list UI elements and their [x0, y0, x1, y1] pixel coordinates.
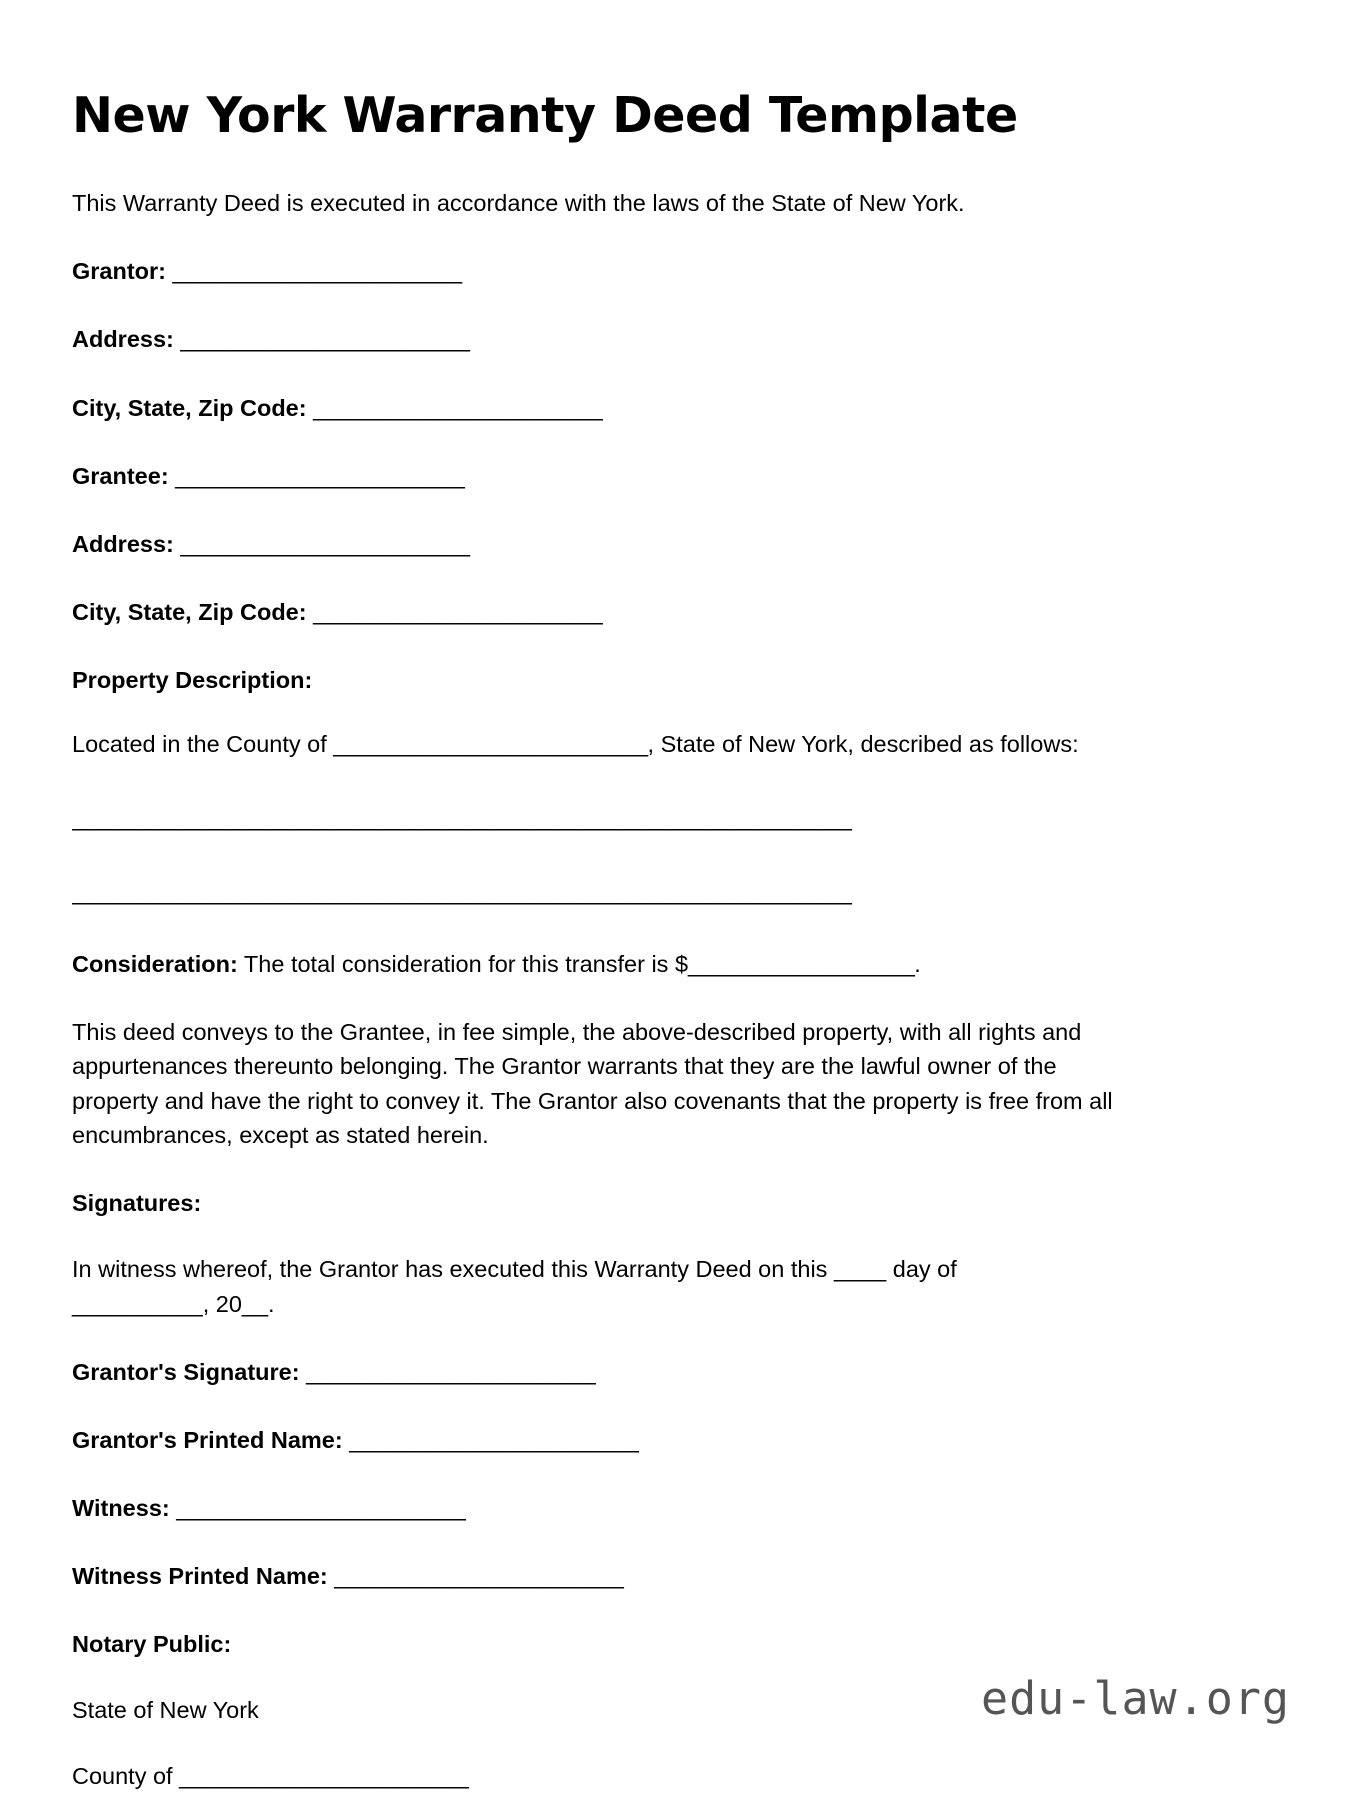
field-label-grantee-address: Address: [72, 530, 174, 557]
page-title: New York Warranty Deed Template [72, 87, 1018, 144]
field-blank-grantee-address[interactable]: _______________________ [180, 530, 470, 557]
field-blank-grantor-signature[interactable]: _______________________ [306, 1358, 596, 1385]
consideration-row [72, 947, 1252, 981]
consideration-label: Consideration: [72, 951, 238, 978]
field-row-grantor-city-state-zip [72, 391, 1252, 425]
property-description-heading: Property Description: [72, 666, 313, 693]
field-row-grantee [72, 459, 1252, 493]
field-label-grantor-city-state-zip: City, State, Zip Code: [72, 394, 307, 421]
notary-county-prefix: County of [72, 1763, 180, 1790]
field-blank-grantor-address[interactable]: _______________________ [180, 326, 470, 353]
witness-statement: In witness whereof, the Grantor has executed this Warranty Deed on this ____ day of __________, 20__. [72, 1256, 957, 1317]
field-blank-grantee[interactable]: _______________________ [175, 462, 465, 489]
property-county-blank[interactable]: _________________________ [333, 730, 648, 757]
property-description-rule-1[interactable]: ______________________________________________________________ [72, 804, 852, 831]
field-row-grantor-printed-name [72, 1423, 1252, 1457]
property-location-prefix: Located in the County of [72, 730, 334, 757]
field-row-grantor-signature [72, 1355, 1252, 1389]
field-blank-grantee-city-state-zip[interactable]: _______________________ [313, 598, 603, 625]
field-label-witness-printed-name: Witness Printed Name: [72, 1563, 328, 1590]
field-label-grantee: Grantee: [72, 462, 169, 489]
notary-county-row [72, 1759, 1252, 1793]
field-row-witness-printed-name [72, 1559, 1252, 1593]
field-blank-grantor-city-state-zip[interactable]: _______________________ [313, 394, 603, 421]
notary-state-line: State of New York [72, 1697, 259, 1724]
notary-public-heading: Notary Public: [72, 1631, 232, 1658]
field-row-grantor [72, 254, 1252, 288]
notary-county-blank[interactable]: _______________________ [179, 1763, 469, 1790]
property-location-line [72, 727, 1252, 761]
field-row-grantee-address [72, 527, 1252, 561]
field-row-witness [72, 1491, 1252, 1525]
site-watermark: edu-law.org [980, 1672, 1290, 1725]
field-label-grantor-signature: Grantor's Signature: [72, 1358, 300, 1385]
field-label-grantor: Grantor: [72, 258, 166, 285]
document-content [72, 60, 1252, 1793]
consideration-blank[interactable]: __________________ [688, 951, 915, 978]
field-label-grantor-address: Address: [72, 326, 174, 353]
field-label-grantor-printed-name: Grantor's Printed Name: [72, 1427, 343, 1453]
signatures-heading: Signatures: [72, 1190, 202, 1217]
property-description-rule-2[interactable]: ______________________________________________________________ [72, 878, 852, 905]
field-blank-grantor-printed-name[interactable]: _______________________ [349, 1427, 639, 1453]
consideration-text: The total consideration for this transfer is $ [237, 951, 689, 978]
field-row-grantor-address [72, 322, 1252, 356]
field-blank-grantor[interactable]: _______________________ [172, 258, 462, 285]
conveyance-paragraph: This deed conveys to the Grantee, in fee simple, the above-described property, with all rights and appurtenances thereunto belonging. The Grantor warrants that they are the lawful owner of the property and have the right to convey it. The Grantor also covenants that the property is free from all encumbrances, except as stated herein. [72, 1019, 1113, 1148]
property-location-suffix: , State of New York, described as follows: [647, 730, 1079, 757]
field-blank-witness-printed-name[interactable]: _______________________ [334, 1563, 624, 1590]
intro-paragraph: This Warranty Deed is executed in accordance with the laws of the State of New York. [72, 190, 965, 217]
field-label-grantee-city-state-zip: City, State, Zip Code: [72, 598, 307, 625]
field-blank-witness[interactable]: _______________________ [176, 1495, 466, 1522]
field-row-grantee-city-state-zip [72, 595, 1252, 629]
field-label-witness: Witness: [72, 1495, 170, 1522]
consideration-period: . [914, 951, 921, 978]
